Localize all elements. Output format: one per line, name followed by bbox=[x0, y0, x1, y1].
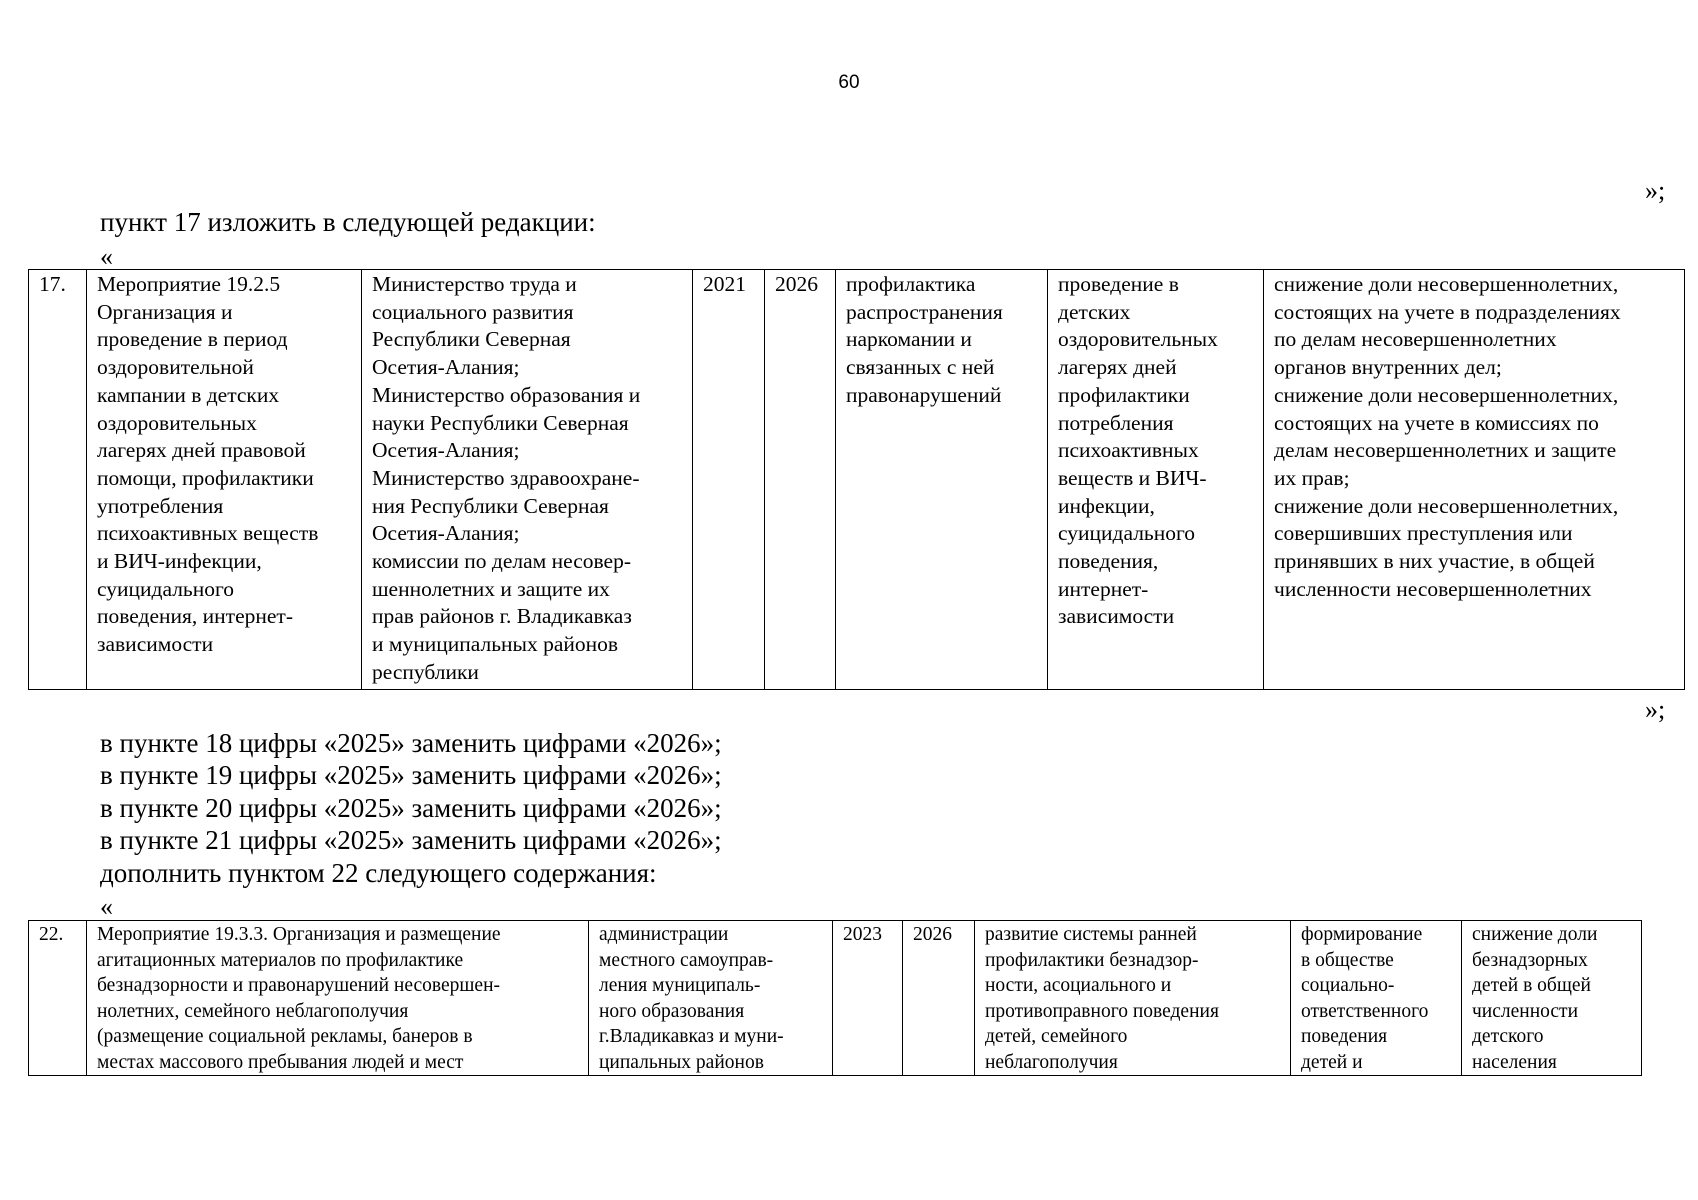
direction-cell: развитие системы ранней профилактики безнадзор- ности, асоциального и противоправного поведения детей, семейного неблагополучия bbox=[975, 921, 1291, 1076]
opening-quote: « bbox=[100, 242, 113, 271]
amendment-line: дополнить пунктом 22 следующего содержания: bbox=[100, 858, 657, 888]
executors-cell: администрации местного самоуправ- ления муниципаль- ного образования г.Владикавказ и муни- ципальных районов bbox=[589, 921, 833, 1076]
amendment-line: в пункте 18 цифры «2025» заменить цифрами «2026»; bbox=[100, 728, 722, 758]
end-year-cell: 2026 bbox=[765, 270, 836, 690]
row-number: 17. bbox=[29, 270, 87, 690]
table-row bbox=[29, 270, 1685, 690]
indicators-cell: снижение доли несовершеннолетних, состоящих на учете в подразделениях по делам несовершеннолетних органов внутренних дел; снижение доли несовершеннолетних, состоящих на учете в комиссиях по делам несовершеннолетних и защите их прав; снижение доли несовершеннолетних, совершивших преступления или принявших в них участие, в общей численности несовершеннолетних bbox=[1264, 270, 1685, 690]
event-cell: Мероприятие 19.2.5 Организация и проведение в период оздоровительной кампании в детских оздоровительных лагерях дней правовой помощи, профилактики употребления психоактивных веществ и ВИЧ-инфекции, суицидального поведения, интернет- зависимости bbox=[87, 270, 362, 690]
page-number: 60 bbox=[838, 72, 860, 93]
item-22-table bbox=[28, 920, 1642, 1076]
row-number: 22. bbox=[29, 921, 87, 1076]
start-year-cell: 2021 bbox=[693, 270, 765, 690]
intro-paragraph-17: пункт 17 изложить в следующей редакции: bbox=[100, 207, 596, 237]
amendment-line: в пункте 19 цифры «2025» заменить цифрами «2026»; bbox=[100, 760, 722, 790]
direction-cell: профилактика распространения наркомании и связанных с ней правонарушений bbox=[836, 270, 1048, 690]
result-cell: формирование в обществе социально- ответственного поведения детей и bbox=[1291, 921, 1462, 1076]
closing-quote: »; bbox=[1645, 695, 1666, 724]
start-year-cell: 2023 bbox=[833, 921, 903, 1076]
opening-quote: « bbox=[100, 892, 113, 921]
amendment-line: в пункте 21 цифры «2025» заменить цифрами «2026»; bbox=[100, 825, 722, 855]
indicators-cell: снижение доли безнадзорных детей в общей численности детского населения bbox=[1462, 921, 1642, 1076]
closing-quote: »; bbox=[1645, 176, 1666, 205]
event-cell: Мероприятие 19.3.3. Организация и размещение агитационных материалов по профилактике безнадзорности и правонарушений несовершен- нолетних, семейного неблагополучия (размещение социальной рекламы, банеров в местах массового пребывания людей и мест bbox=[87, 921, 589, 1076]
table-row bbox=[29, 921, 1642, 1076]
end-year-cell: 2026 bbox=[903, 921, 975, 1076]
item-17-table bbox=[28, 269, 1685, 690]
amendment-line: в пункте 20 цифры «2025» заменить цифрами «2026»; bbox=[100, 793, 722, 823]
result-cell: проведение в детских оздоровительных лагерях дней профилактики потребления психоактивных веществ и ВИЧ- инфекции, суицидального поведения, интернет- зависимости bbox=[1048, 270, 1264, 690]
executors-cell: Министерство труда и социального развития Республики Северная Осетия-Алания; Министерство образования и науки Республики Северная Осетия-Алания; Министерство здравоохране- ния Республики Северная Осетия-Алания; комиссии по делам несовер- шеннолетних и защите их прав районов г. Владикавказ и муниципальных районов республики bbox=[362, 270, 693, 690]
